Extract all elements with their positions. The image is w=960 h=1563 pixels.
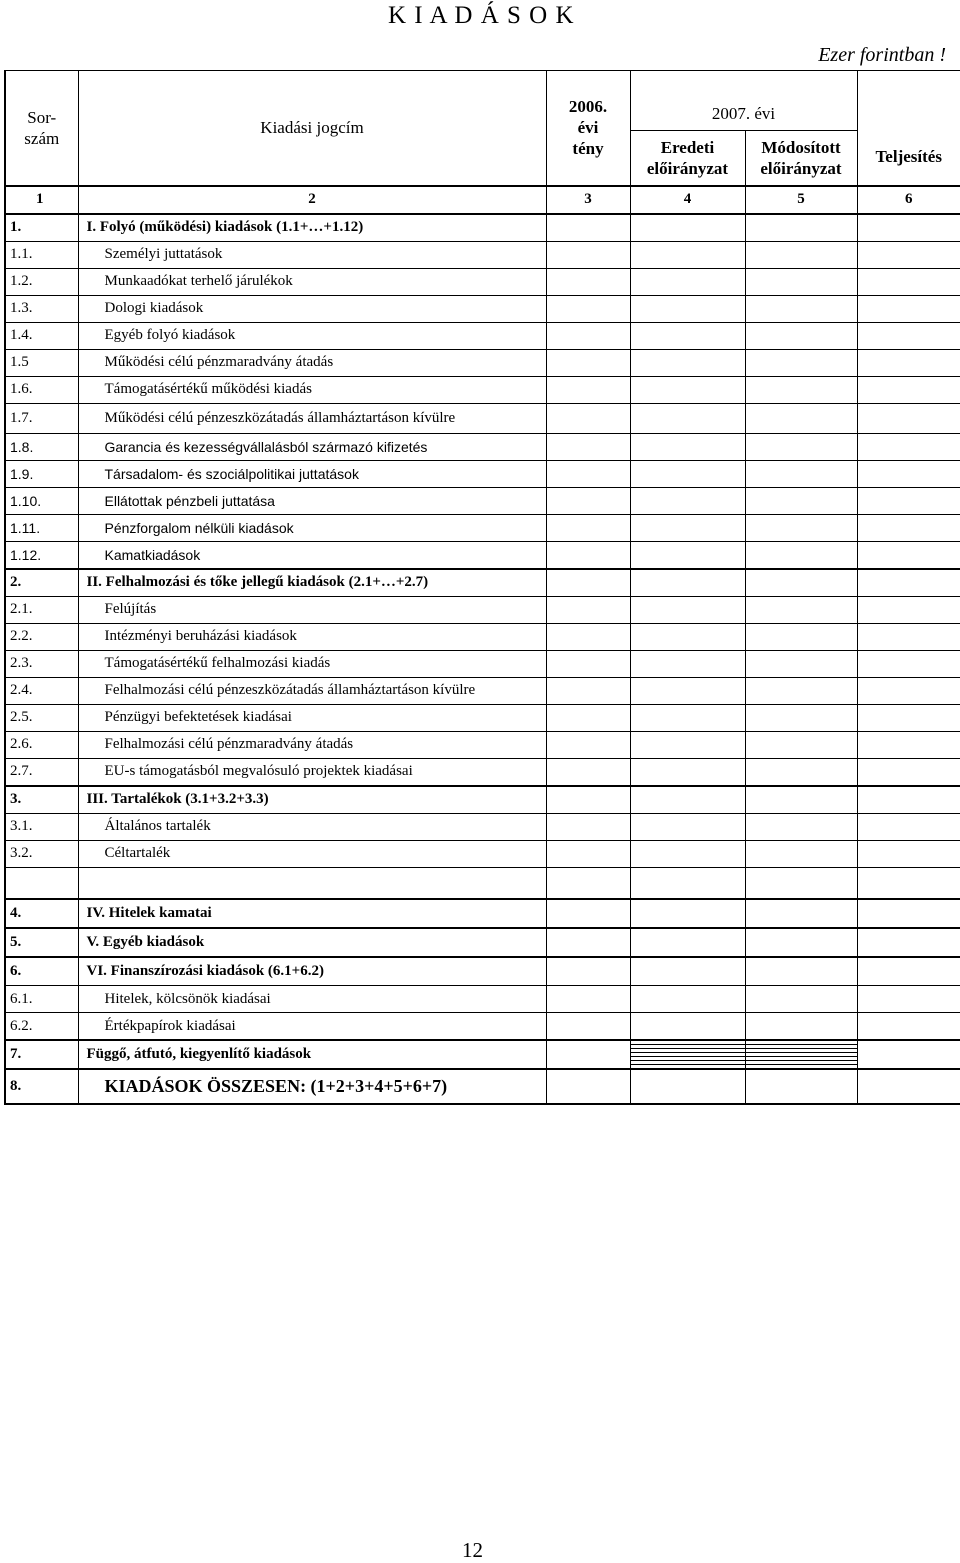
hatched-cell bbox=[745, 1040, 857, 1069]
table-row bbox=[5, 840, 960, 867]
row-name: V. Egyéb kiadások bbox=[78, 928, 546, 957]
row-number: 1.8. bbox=[5, 433, 78, 460]
header-jogcim: Kiadási jogcím bbox=[78, 71, 546, 186]
row-name: Pénzforgalom nélküli kiadások bbox=[78, 514, 546, 541]
table-row bbox=[5, 813, 960, 840]
header-eredeti: Eredeti előirányzat bbox=[630, 131, 745, 186]
header-sorszam: Sor- szám bbox=[5, 71, 78, 186]
colnum-3: 3 bbox=[546, 186, 630, 214]
row-number: 1.7. bbox=[5, 403, 78, 433]
row-number: 3. bbox=[5, 786, 78, 814]
table-row bbox=[5, 928, 960, 957]
table-row bbox=[5, 322, 960, 349]
row-number: 1.3. bbox=[5, 295, 78, 322]
row-number: 6.1. bbox=[5, 986, 78, 1013]
header-modositott: Módosított előirányzat bbox=[745, 131, 857, 186]
colnum-6: 6 bbox=[857, 186, 960, 214]
table-row bbox=[5, 403, 960, 433]
row-number: 6.2. bbox=[5, 1013, 78, 1041]
table-row bbox=[5, 433, 960, 460]
page-title: K I A D Á S O K bbox=[388, 2, 575, 29]
row-name: KIADÁSOK ÖSSZESEN: (1+2+3+4+5+6+7) bbox=[78, 1069, 546, 1104]
colnum-2: 2 bbox=[78, 186, 546, 214]
row-number: 2.7. bbox=[5, 758, 78, 786]
table-row bbox=[5, 214, 960, 242]
unit-note: Ezer forintban ! bbox=[818, 44, 946, 66]
row-number: 1.9. bbox=[5, 460, 78, 487]
hatched-cell bbox=[630, 1040, 745, 1069]
row-name: Értékpapírok kiadásai bbox=[78, 1013, 546, 1041]
table-row bbox=[5, 899, 960, 928]
row-name: Ellátottak pénzbeli juttatása bbox=[78, 487, 546, 514]
table-row bbox=[5, 623, 960, 650]
header-2006: 2006. évi tény bbox=[546, 71, 630, 186]
row-number: 1.4. bbox=[5, 322, 78, 349]
header-row-top bbox=[5, 71, 960, 131]
row-name: Függő, átfutó, kiegyenlítő kiadások bbox=[78, 1040, 546, 1069]
row-number: 2.6. bbox=[5, 731, 78, 758]
row-number: 1.6. bbox=[5, 376, 78, 403]
table-row bbox=[5, 596, 960, 623]
row-name: Kamatkiadások bbox=[78, 541, 546, 569]
row-name: III. Tartalékok (3.1+3.2+3.3) bbox=[78, 786, 546, 814]
row-name: Felhalmozási célú pénzmaradvány átadás bbox=[78, 731, 546, 758]
row-number: 1.11. bbox=[5, 514, 78, 541]
table-row bbox=[5, 460, 960, 487]
table-row bbox=[5, 1040, 960, 1069]
table-row bbox=[5, 514, 960, 541]
blank-row bbox=[5, 867, 960, 899]
row-name: Támogatásértékű működési kiadás bbox=[78, 376, 546, 403]
colnum-5: 5 bbox=[745, 186, 857, 214]
total-row bbox=[5, 1069, 960, 1104]
row-number: 2.4. bbox=[5, 677, 78, 704]
table-row bbox=[5, 786, 960, 814]
column-number-row bbox=[5, 186, 960, 214]
row-name: I. Folyó (működési) kiadások (1.1+…+1.12) bbox=[78, 214, 546, 242]
colnum-4: 4 bbox=[630, 186, 745, 214]
row-name: Dologi kiadások bbox=[78, 295, 546, 322]
row-name: Hitelek, kölcsönök kiadásai bbox=[78, 986, 546, 1013]
row-number: 2.1. bbox=[5, 596, 78, 623]
row-name: IV. Hitelek kamatai bbox=[78, 899, 546, 928]
row-number: 1.1. bbox=[5, 241, 78, 268]
row-number: 5. bbox=[5, 928, 78, 957]
row-name: Garancia és kezességvállalásból származó kifizetés bbox=[78, 433, 546, 460]
table-row bbox=[5, 241, 960, 268]
row-number: 1.10. bbox=[5, 487, 78, 514]
row-number: 1.5 bbox=[5, 349, 78, 376]
row-name: Társadalom- és szociálpolitikai juttatások bbox=[78, 460, 546, 487]
row-name: Céltartalék bbox=[78, 840, 546, 867]
row-number: 3.2. bbox=[5, 840, 78, 867]
row-name: Személyi juttatások bbox=[78, 241, 546, 268]
row-name: Felújítás bbox=[78, 596, 546, 623]
row-name: Működési célú pénzmaradvány átadás bbox=[78, 349, 546, 376]
row-name: Támogatásértékű felhalmozási kiadás bbox=[78, 650, 546, 677]
page-number: 12 bbox=[462, 1538, 483, 1562]
header-teljesites: Teljesítés bbox=[857, 71, 960, 186]
row-number: 8. bbox=[5, 1069, 78, 1104]
colnum-1: 1 bbox=[5, 186, 78, 214]
row-name: VI. Finanszírozási kiadások (6.1+6.2) bbox=[78, 957, 546, 986]
header-2007-group: 2007. évi bbox=[630, 71, 857, 131]
row-number: 3.1. bbox=[5, 813, 78, 840]
row-number: 6. bbox=[5, 957, 78, 986]
row-number: 1.2. bbox=[5, 268, 78, 295]
row-name: EU-s támogatásból megvalósuló projektek kiadásai bbox=[78, 758, 546, 786]
table-row bbox=[5, 295, 960, 322]
table-row bbox=[5, 650, 960, 677]
row-name: Intézményi beruházási kiadások bbox=[78, 623, 546, 650]
row-number: 1. bbox=[5, 214, 78, 242]
table-row bbox=[5, 957, 960, 986]
row-number: 2.2. bbox=[5, 623, 78, 650]
table-row bbox=[5, 731, 960, 758]
expenditure-table bbox=[4, 70, 960, 1105]
row-name: Működési célú pénzeszközátadás államháztartáson kívülre bbox=[78, 403, 546, 433]
table-row bbox=[5, 758, 960, 786]
row-name: Felhalmozási célú pénzeszközátadás államháztartáson kívülre bbox=[78, 677, 546, 704]
row-number: 2.5. bbox=[5, 704, 78, 731]
row-number: 2. bbox=[5, 569, 78, 597]
table-row bbox=[5, 487, 960, 514]
table-row bbox=[5, 677, 960, 704]
row-name: Pénzügyi befektetések kiadásai bbox=[78, 704, 546, 731]
row-number: 2.3. bbox=[5, 650, 78, 677]
table-row bbox=[5, 1013, 960, 1041]
table-row bbox=[5, 541, 960, 569]
row-number: 1.12. bbox=[5, 541, 78, 569]
table-row bbox=[5, 569, 960, 597]
table-row bbox=[5, 704, 960, 731]
table-row bbox=[5, 349, 960, 376]
row-name: Munkaadókat terhelő járulékok bbox=[78, 268, 546, 295]
table-row bbox=[5, 986, 960, 1013]
row-number: 4. bbox=[5, 899, 78, 928]
row-name: Általános tartalék bbox=[78, 813, 546, 840]
row-number: 7. bbox=[5, 1040, 78, 1069]
row-name: Egyéb folyó kiadások bbox=[78, 322, 546, 349]
table-row bbox=[5, 268, 960, 295]
row-name: II. Felhalmozási és tőke jellegű kiadások (2.1+…+2.7) bbox=[78, 569, 546, 597]
table-row bbox=[5, 376, 960, 403]
